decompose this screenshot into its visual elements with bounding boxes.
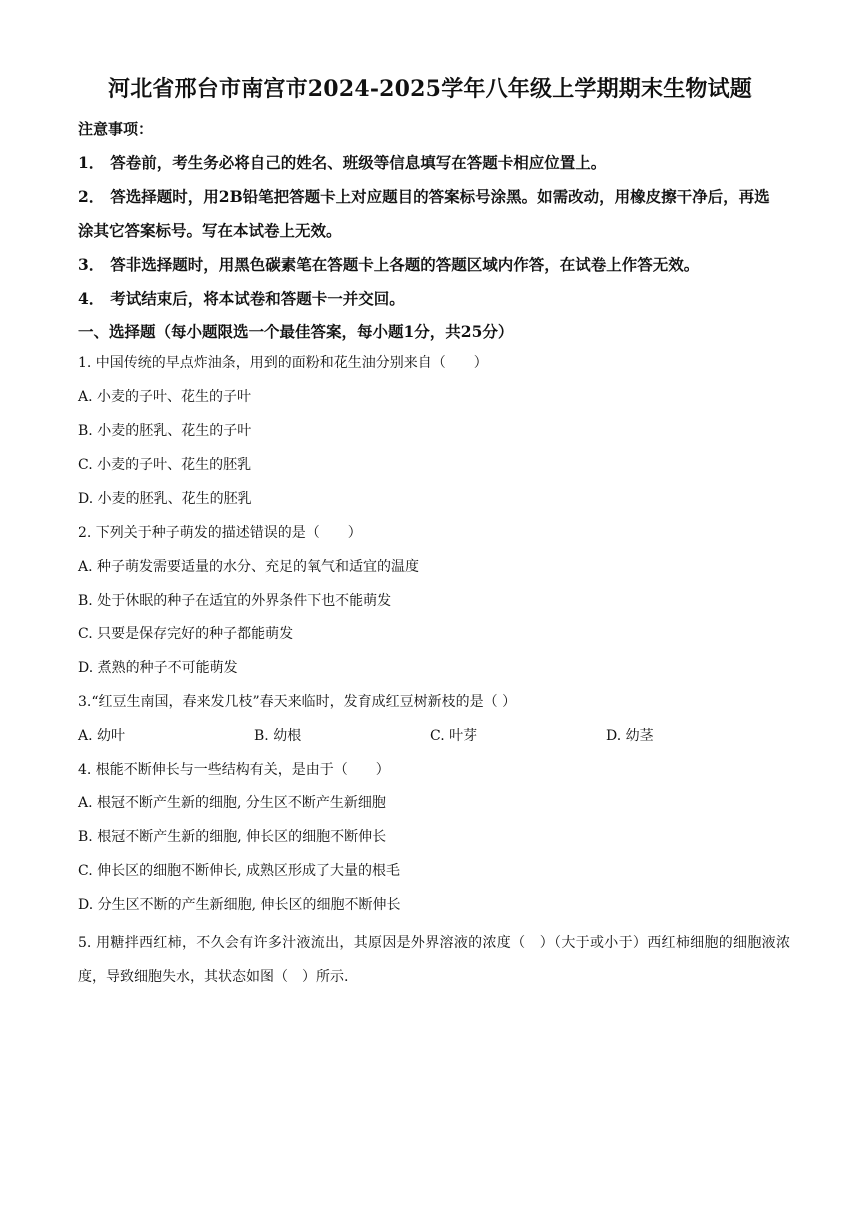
- section-heading: 一、选择题（每小题限选一个最佳答案，每小题1分，共25分）: [78, 322, 514, 341]
- notice-item: [78, 248, 784, 282]
- answer-option: A. 小麦的子叶、花生的子叶: [78, 389, 252, 405]
- answer-option: B. 幼根: [254, 728, 302, 744]
- answer-option: C. 叶芽: [430, 728, 478, 744]
- answer-option: C. 只要是保存完好的种子都能萌发: [78, 626, 294, 642]
- question-stem: 2. 下列关于种子萌发的描述错误的是（ ）: [78, 525, 362, 541]
- answer-option: A. 幼叶: [78, 728, 126, 744]
- notice-item: [78, 282, 784, 316]
- notice-number: 1．: [78, 153, 105, 172]
- question-stem: 1. 中国传统的早点炸油条，用到的面粉和花生油分别来自（ ）: [78, 355, 488, 371]
- question-stem: 4. 根能不断伸长与一些结构有关，是由于（ ）: [78, 762, 390, 778]
- answer-option: B. 根冠不断产生新的细胞, 伸长区的细胞不断伸长: [78, 829, 387, 845]
- answer-option: D. 幼茎: [606, 728, 654, 744]
- question-stem: 3.“红豆生南国，春来发几枝”春天来临时，发育成红豆树新枝的是（ ）: [78, 694, 517, 710]
- notice-number: 3．: [78, 255, 105, 274]
- answer-option: C. 伸长区的细胞不断伸长, 成熟区形成了大量的根毛: [78, 863, 401, 879]
- notice-number: 4．: [78, 289, 105, 308]
- notice-text: 答非选择题时，用黑色碳素笔在答题卡上各题的答题区域内作答，在试卷上作答无效。: [110, 255, 700, 274]
- notice-item: [78, 146, 784, 180]
- notice-heading: 注意事项：: [78, 120, 154, 138]
- answer-option: C. 小麦的子叶、花生的胚乳: [78, 457, 252, 473]
- answer-option: A. 种子萌发需要适量的水分、充足的氧气和适宜的温度: [78, 559, 420, 575]
- notice-text: 答选择题时，用2B铅笔把答题卡上对应题目的答案标号涂黑。如需改动，用橡皮擦干净后，再选涂其它答案标号。写在本试卷上无效。: [78, 187, 770, 240]
- answer-option: D. 煮熟的种子不可能萌发: [78, 660, 238, 676]
- question-stem: 5. 用糖拌西红柿，不久会有许多汁液流出，其原因是外界溶液的浓度（ ）（大于或小于）西红柿细胞的细胞液浓度，导致细胞失水，其状态如图（ ）所示.: [78, 935, 790, 985]
- notice-item: [78, 180, 784, 248]
- notice-text: 答卷前，考生务必将自己的姓名、班级等信息填写在答题卡相应位置上。: [110, 153, 607, 172]
- notice-number: 2．: [78, 187, 105, 206]
- answer-option: D. 小麦的胚乳、花生的胚乳: [78, 491, 252, 507]
- notice-text: 考试结束后，将本试卷和答题卡一并交回。: [110, 289, 405, 308]
- answer-option: B. 处于休眠的种子在适宜的外界条件下也不能萌发: [78, 593, 392, 609]
- answer-option: D. 分生区不断的产生新细胞, 伸长区的细胞不断伸长: [78, 897, 401, 913]
- answer-option: A. 根冠不断产生新的细胞, 分生区不断产生新细胞: [78, 795, 386, 811]
- answer-option: B. 小麦的胚乳、花生的子叶: [78, 423, 252, 439]
- exam-title: 河北省邢台市南宫市2024-2025学年八年级上学期期末生物试题: [108, 76, 752, 102]
